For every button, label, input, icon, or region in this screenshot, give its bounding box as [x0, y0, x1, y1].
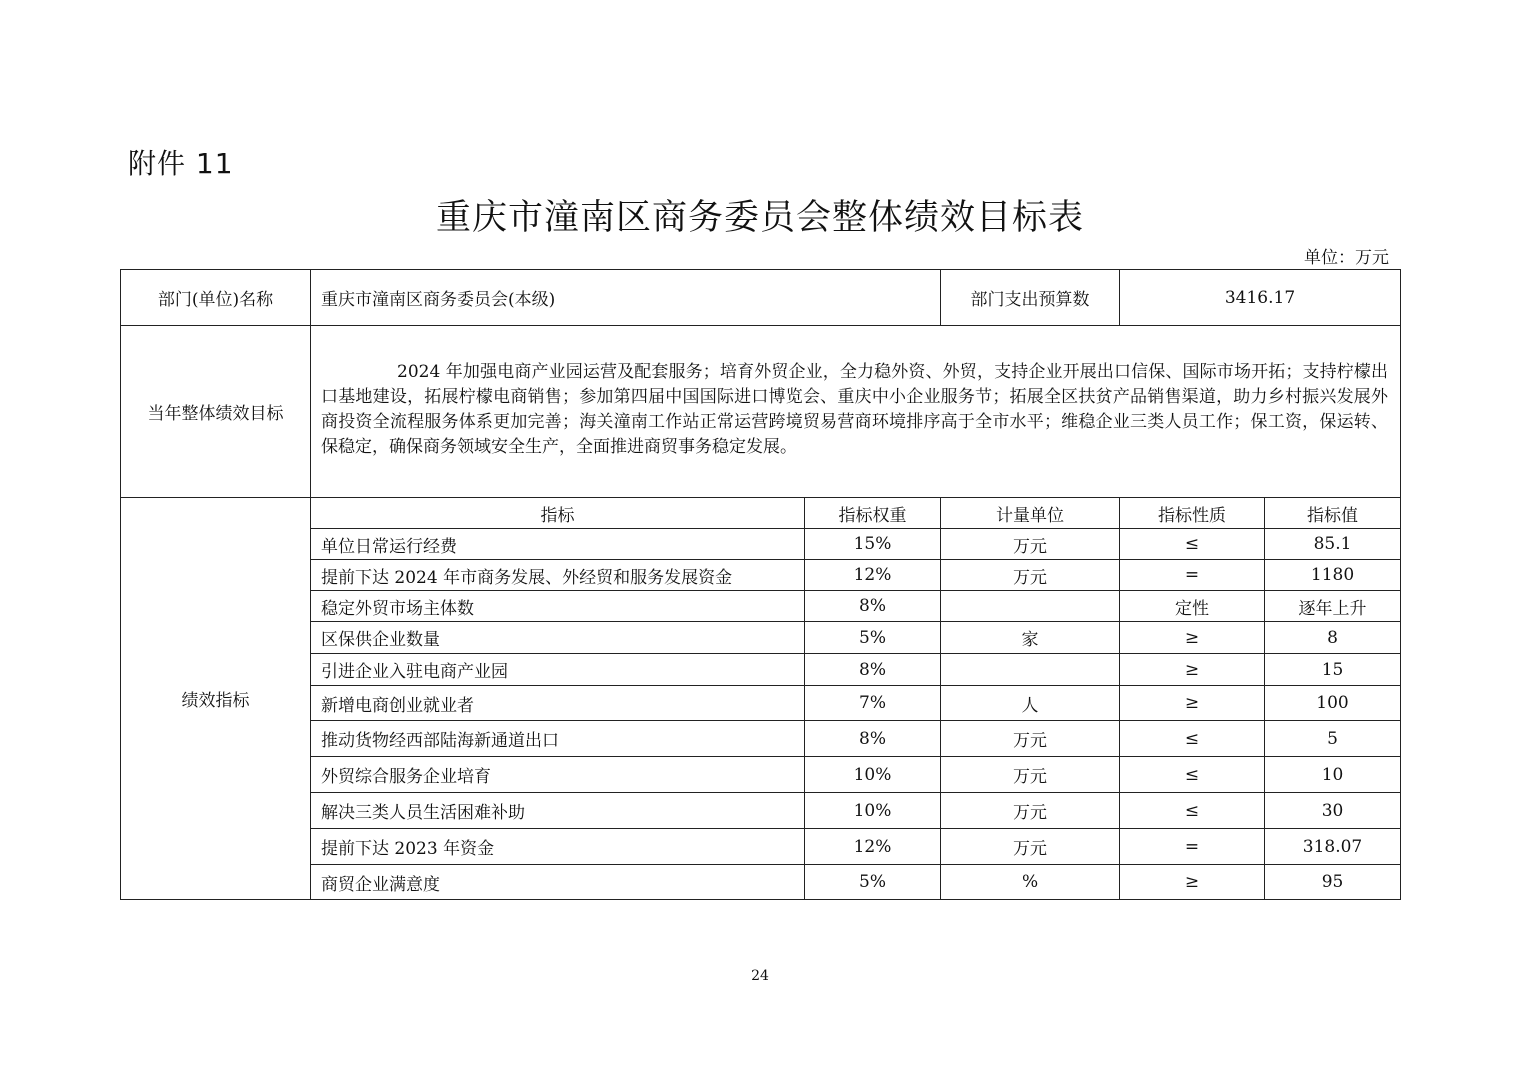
- indicator-value-cell: 318.07: [1265, 829, 1401, 865]
- table-row: [121, 829, 1401, 865]
- goal-row: [121, 326, 1401, 498]
- dept-name-label: 部门(单位)名称: [121, 270, 311, 326]
- indicator-unit-cell: 万元: [941, 721, 1120, 757]
- indicator-unit-cell: 家: [941, 622, 1120, 654]
- indicator-value-cell: 30: [1265, 793, 1401, 829]
- goal-label: 当年整体绩效目标: [121, 326, 311, 498]
- indicator-nature-cell: ≥: [1120, 865, 1265, 900]
- table-row: [121, 654, 1401, 686]
- indicator-nature-cell: ≥: [1120, 622, 1265, 654]
- indicator-name-cell: 外贸综合服务企业培育: [311, 757, 805, 793]
- indicator-name-cell: 稳定外贸市场主体数: [311, 591, 805, 622]
- indicator-nature-cell: ≤: [1120, 757, 1265, 793]
- header-nature: 指标性质: [1120, 498, 1265, 529]
- indicator-nature-cell: =: [1120, 560, 1265, 591]
- indicator-value-cell: 逐年上升: [1265, 591, 1401, 622]
- attachment-label: 附件 11: [128, 147, 234, 180]
- header-unit: 计量单位: [941, 498, 1120, 529]
- indicator-weight-cell: 12%: [805, 829, 941, 865]
- table-row: [121, 793, 1401, 829]
- indicator-weight-cell: 5%: [805, 865, 941, 900]
- indicator-name-cell: 引进企业入驻电商产业园: [311, 654, 805, 686]
- indicator-weight-cell: 8%: [805, 591, 941, 622]
- header-weight: 指标权重: [805, 498, 941, 529]
- indicator-nature-cell: ≥: [1120, 686, 1265, 721]
- indicator-nature-cell: ≤: [1120, 529, 1265, 560]
- indicator-weight-cell: 15%: [805, 529, 941, 560]
- indicator-nature-cell: ≥: [1120, 654, 1265, 686]
- table-row: [121, 721, 1401, 757]
- table-row: [121, 686, 1401, 721]
- indicator-weight-cell: 8%: [805, 654, 941, 686]
- indicator-unit-cell: 人: [941, 686, 1120, 721]
- indicator-unit-cell: [941, 591, 1120, 622]
- goal-cell: [311, 326, 1401, 498]
- indicator-unit-cell: 万元: [941, 829, 1120, 865]
- indicator-weight-cell: 7%: [805, 686, 941, 721]
- indicator-name-cell: 区保供企业数量: [311, 622, 805, 654]
- indicator-unit-cell: 万元: [941, 529, 1120, 560]
- goal-text: 2024 年加强电商产业园运营及配套服务；培育外贸企业，全力稳外资、外贸，支持企业开展出口信保、国际市场开拓；支持柠檬出口基地建设，拓展柠檬电商销售；参加第四届中国国际进口博览会、重庆中小企业服务节；拓展全区扶贫产品销售渠道，助力乡村振兴发展外商投资全流程服务体系更加完善；海关潼南工作站正常运营跨境贸易营商环境排序高于全市水平；维稳企业三类人员工作；保工资，保运转、保稳定，确保商务领域安全生产，全面推进商贸事务稳定发展。: [321, 361, 1389, 457]
- indicator-name-cell: 新增电商创业就业者: [311, 686, 805, 721]
- indicator-unit-cell: %: [941, 865, 1120, 900]
- dept-row: [121, 270, 1401, 326]
- indicator-weight-cell: 5%: [805, 622, 941, 654]
- page-title: 重庆市潼南区商务委员会整体绩效目标表: [435, 198, 1084, 238]
- indicator-value-cell: 15: [1265, 654, 1401, 686]
- indicator-nature-cell: ≤: [1120, 721, 1265, 757]
- indicator-value-cell: 95: [1265, 865, 1401, 900]
- table-row: [121, 560, 1401, 591]
- indicator-value-cell: 100: [1265, 686, 1401, 721]
- table-row: [121, 757, 1401, 793]
- performance-table: [120, 269, 1401, 900]
- table-row: [121, 622, 1401, 654]
- header-value: 指标值: [1265, 498, 1401, 529]
- indicator-nature-cell: 定性: [1120, 591, 1265, 622]
- header-indicator: 指标: [311, 498, 805, 529]
- indicator-weight-cell: 12%: [805, 560, 941, 591]
- indicator-unit-cell: 万元: [941, 560, 1120, 591]
- dept-name-value: 重庆市潼南区商务委员会(本级): [311, 270, 941, 326]
- indicator-weight-cell: 10%: [805, 793, 941, 829]
- indicator-unit-cell: 万元: [941, 793, 1120, 829]
- indicator-nature-cell: =: [1120, 829, 1265, 865]
- budget-label: 部门支出预算数: [941, 270, 1120, 326]
- indicator-nature-cell: ≤: [1120, 793, 1265, 829]
- indicator-name-cell: 单位日常运行经费: [311, 529, 805, 560]
- indicators-label: 绩效指标: [121, 498, 311, 900]
- unit-label: 单位：万元: [1304, 248, 1389, 268]
- indicator-weight-cell: 10%: [805, 757, 941, 793]
- table-row: [121, 529, 1401, 560]
- indicator-name-cell: 解决三类人员生活困难补助: [311, 793, 805, 829]
- indicator-weight-cell: 8%: [805, 721, 941, 757]
- table-row: [121, 865, 1401, 900]
- indicator-value-cell: 10: [1265, 757, 1401, 793]
- indicator-value-cell: 85.1: [1265, 529, 1401, 560]
- budget-value: 3416.17: [1120, 270, 1401, 326]
- table-row: [121, 591, 1401, 622]
- indicator-unit-cell: [941, 654, 1120, 686]
- indicator-name-cell: 推动货物经西部陆海新通道出口: [311, 721, 805, 757]
- indicator-value-cell: 1180: [1265, 560, 1401, 591]
- indicator-name-cell: 提前下达 2024 年市商务发展、外经贸和服务发展资金: [311, 560, 805, 591]
- indicator-header-row: [121, 498, 1401, 529]
- page-number: 24: [751, 968, 769, 984]
- indicator-value-cell: 8: [1265, 622, 1401, 654]
- indicator-name-cell: 商贸企业满意度: [311, 865, 805, 900]
- indicator-value-cell: 5: [1265, 721, 1401, 757]
- indicator-name-cell: 提前下达 2023 年资金: [311, 829, 805, 865]
- indicator-unit-cell: 万元: [941, 757, 1120, 793]
